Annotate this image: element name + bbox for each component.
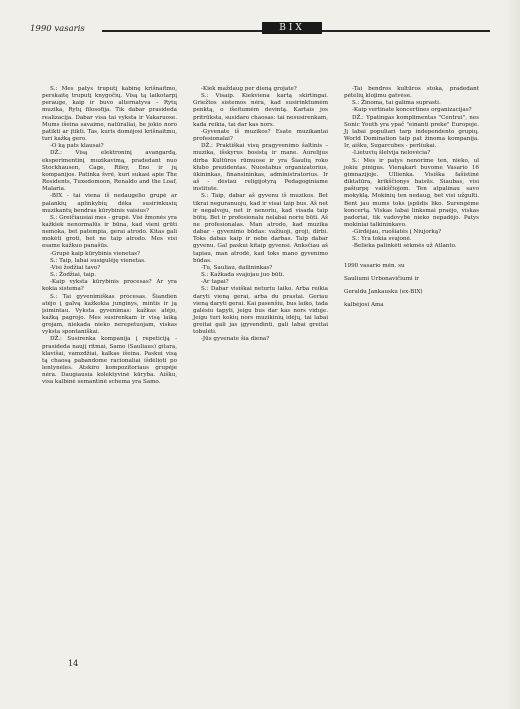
section-label: BIX — [262, 22, 322, 34]
paragraph: -Kaip vertinate koncertines organizacijas? — [352, 107, 472, 114]
paragraph: DŽ.: Praktiškai visų pragyvenimo šaltinis – muzika, išskyrus bosistą ir mane. Aurelijus dirba Kultūros rūmuose ir yra Šiaulių roko klubo prezidentas. Nuostabus organizatorius, ūkininkas, finansininkas, administratorius. Ir aš - dėstau religijotyrą Pedagoginiame institute. — [193, 143, 328, 193]
paragraph: -Girdėjau, ruošiatės į Niujorką? — [352, 229, 442, 236]
signoff-line: Geraldu Jankausku (ex-BIX) — [344, 288, 423, 295]
column-3 — [344, 86, 479, 309]
paragraph: -Jūs gyvenate šia diena? — [201, 336, 270, 343]
signoff-date: 1990 vasario mėn. su — [344, 262, 405, 269]
paragraph: -Kaip vyksta kūrybinis procesas? Ar yra kokia sistema? — [42, 279, 177, 293]
page-edge-shadow — [506, 0, 520, 709]
signoff-author: kalbėjosi Ama — [344, 302, 384, 309]
paragraph: -Grupė kaip kūrybinis vienetas? — [50, 250, 141, 257]
paragraph: DŽ.: Susirenka kompanija į repeticiją - prasideda naujį ritmai, Samo (Sauliaus) gitara, klavišai, vamzdžiai, kalkas išeina. Paskui visą tą chaosą pabandome racionaliai išdėlioti po lentynėles. Atskiro kompozitoriaus grupėje nėra. Daugiausia kolektyvinė kūryba. Aišku, visa kalbinė semantinė schema yra Samo. — [42, 336, 177, 386]
article-columns — [42, 86, 482, 646]
paragraph: DŽ.: Visą elektroninį avangardą, eksperimentinį muzikavimą, pradedant nuo Stockhausen, Cage, Riley, Eno ir jų kompanijos. Patinka švrė, kuri sukasi apie The Residents, Tuxedomoon, Renaldo and the Loaf, Malaria. — [42, 150, 177, 193]
paragraph: S.: Mes ir patys nenorime ten, nieko, ul jokiu pinigus. Vienąkart buvome Vasario 16 gimnazijoje. UIlienka. Visiška fašistinė diktatūra, krikščionys baisūs. Siaubas, visi pašiurpę vaikščiojom. Ten atpalinau savo mokyklą. Mokinių ten nedaug, bet visi užgulti. Bent jau mums toks įspūdis liko. Surengėme koncertą. Viskas labai linksmai praėjo, viskas padoriai, tik vadovybė nieko nepadėjo. Patys mokiniai talkininkavo. — [344, 157, 479, 228]
paragraph: S.: Yra tokia svajonė. — [352, 236, 412, 243]
column-1 — [42, 86, 177, 387]
signoff-line: Sauliumi Urbonavičiumi ir — [344, 275, 419, 282]
paragraph: -Visi žodžiai tavo? — [50, 264, 101, 271]
column-2 — [193, 86, 328, 344]
paragraph: S.: Dabar visiškai neturiu laiko. Arba reikia daryti vieną gerai, arba du prastai. Geriau vieną daryti gerai. Kai pasenšiu, bus laiko, tada galėsiu tapyti, jeigu bus dar kas nors viduje. Jeigu turi kokių nors muzikinių idėjų, tai labai greitai gali jas įgyvendinti, gali labai greitai tobulėti. — [193, 286, 328, 336]
paragraph: S.: Žinoma, tai galima suprasti. — [352, 100, 441, 107]
paragraph: -Tai bendros kultūros stoka, pradedant pėtelių kloįimu gatvėse. — [344, 86, 479, 100]
paragraph: S.: Žodžiai, taip. — [50, 272, 97, 279]
paragraph: S.: Taip, dabar aš gyvenu iš muzikos. Bet tikrai neguranuoju, kad ir visai taip bus. Aš net ir negalvoju, net ir nenoriu, kad visada taip būtų. Bet ir profesionalu nelabai noriu būti. Aš ne profesionalas. Man atrodo, kad muzika dabar - gyvenimo būdas: važiuoji, groji, dirbi. Toks dabas kaip ir nebe darbas. Taip dabar gyvenu. Gal paskui kitaip gyvensi. Anksčiau aš tapiau, man atrodė, kad toks mano gyvenimo būdas. — [193, 193, 328, 264]
page-number: 14 — [68, 659, 79, 668]
paragraph: -BIX - tai viena iš nedaugelio grupė ar palankių aplinkybių dėka susirinkusių muzikantų bendras kūrybinis vaisius? — [42, 193, 177, 214]
paragraph: S.: Visaip. Kiekviena kartą skirtingai. Griežtos sistemos nėra, kad susirinktumėm penktą, o išeitumėm devintą. Kartais jos pritrūksta, susidaro chaosas: tai nesusirenkam, kada reikia, tai dar kas nors. — [193, 93, 328, 128]
paragraph: S.: Greičiausiai mes - grupė. Visi žmonės yra kažkiek nenormalūs ir būna, kad vieni grūti nemoka, bet patempia, gerai atrodo. Kitas gali mokėti groti, bet ne taip atrodo. Mes visi esame kažkuo panašūs. — [42, 214, 177, 250]
paragraph: -Kiek maždaug per dieną grojate? — [201, 86, 297, 92]
issue-date: 1990 vasaris — [30, 24, 85, 34]
paragraph: -O ką pats klausai? — [50, 143, 104, 150]
paragraph: S.: Mes patys truputį kabinę krišnaitmo, perskaitę truputį knygočių. Visą tą laikotarpį perauge, kaip ir buvo alternatyva – Rytų muzika, Rytų filosofija. Tik dabar prasideda realizacija. Dabar visa tai vyksta ir Vakaruose. Mums išeina savaime, natūraliai, be jokio noro patikti ar įtikti. Tas, kuris domėjosi krišnaitmu, turi kažką gero. — [42, 86, 177, 143]
paragraph: S.: Tai gyvenimiškas procesas. Šiandien atėjo į galvą kažkokia junginys, mintis ir ją įsimintau. Vyksta gyvenimas: kažkas atėjo, kažką pagrojo. Mes susirenkam ir visą laiką grojam, niekada nieko nerepetuojam, viskas vyksta spontaniškai. — [42, 293, 177, 336]
paragraph: -Belieka palinkėti sėkmės už Atlanto. — [352, 243, 457, 250]
paragraph: S.: Taip, labai susigulėję vienetas. — [50, 257, 146, 264]
paragraph: -Lietuvių šlelvija nelovėcia? — [352, 150, 431, 157]
paragraph: -Ar tapai? — [201, 279, 229, 286]
paragraph: S.: Kažkada svajojau juo būti. — [201, 272, 285, 279]
paragraph: -Gyvenate iš muzikos? Esate muzikantai profesionalai? — [193, 128, 328, 143]
page-header — [30, 24, 490, 40]
paragraph: -Tu, Sauliau, dailininkas? — [201, 264, 273, 271]
paragraph: DŽ.: Ypatingas komplimentas "Centrui", nes Sonic Youth yra ypač "einanti preke" Europoje. Jį labai populiari tarp independento grupių. World Domination taip pat žinoma kompanija. Ir, aišku, Sugarcubes - perliukai. — [344, 114, 479, 150]
